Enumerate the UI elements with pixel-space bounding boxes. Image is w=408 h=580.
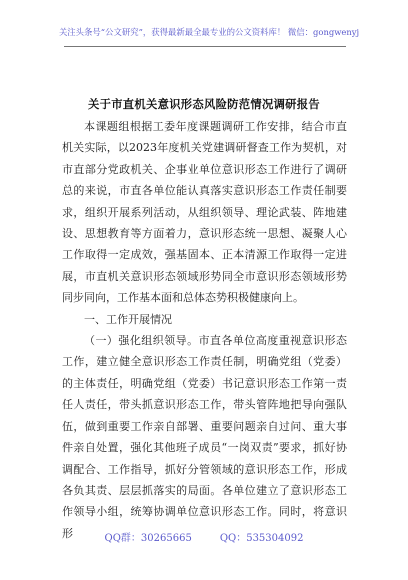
footer-qq-group: QQ群：30265665 <box>104 533 192 544</box>
document-body <box>62 116 347 544</box>
body-paragraph: （一）强化组织领导。市直各单位高度重视意识形态工作，建立健全意识形态工作责任制，明确党组（党委）的主体责任，明确党组（党委）书记意识形态工作第一责任人责任，带头抓意识形态工作，带头管阵地把导向强队伍，做到重要工作亲自部署、重要问题亲自过问、重大事件亲自处置，强化其他班子成员“一岗双责”要求，抓好协调配合、工作指导，抓好分管领域的意识形态工作，形成各负其责、层层抓落实的局面。各单位建立了意识形态工作领导小组，统筹协调单位意识形态工作。同时，将意识形 <box>62 334 347 540</box>
intro-paragraph: 本课题组根据工委年度课题调研工作安排，结合市直机关实际，以2023年度机关党建调研督查工作为契机，对市直部分党政机关、企事业单位意识形态工作进行了调研总的来说，市直各单位能认真落实意识形态工作责任制要求，组织开展系列活动，从组织领导、理论武装、阵地建设、思想教育等方面着力，意识形态统一思想、凝聚人心工作取得一定成效，强基固本、正本清源工作取得一定进展，市直机关意识形态领域形势同全市意识形态领域形势同步同向，工作基本面和总体态势积极健康向上。 <box>62 120 347 305</box>
footer-contact <box>0 533 408 545</box>
header-promo-note: 关注头条号“公文研究”，获得最新最全最专业的公文资料库！ 微信：gongwenyj <box>58 27 360 37</box>
document-title: 关于市直机关意识形态风险防范情况调研报告 <box>88 97 320 111</box>
header-divider <box>64 46 346 47</box>
footer-qq-number: QQ：535304092 <box>219 533 304 544</box>
section-heading: 一、工作开展情况 <box>84 312 172 326</box>
